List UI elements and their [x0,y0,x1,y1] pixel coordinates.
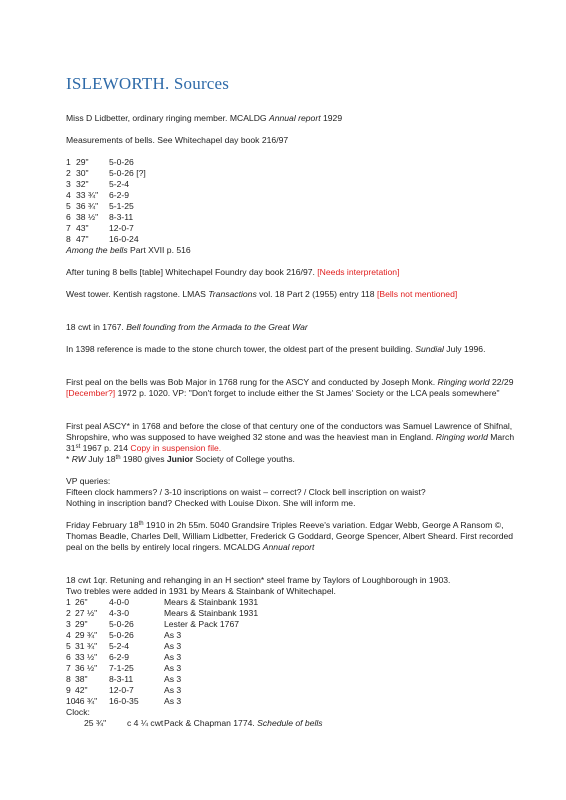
bell-diameter: 31 ¾" [75,641,98,651]
bell-diameter: 36 ½" [75,663,98,673]
bell-row [66,212,526,223]
bell-number: 4 [66,190,71,200]
bell-founder: As 3 [164,652,182,662]
note-first-peal: First peal on the bells was Bob Major in 1768 rung for the ASCY and conducted by Joseph Monk. Ringing world 22/29 [December?] 1972 p. 1020. VP: "Don't forget to include either the St James' Society or the LCA peals somewhere" [66,377,514,398]
bell-weight: 5-0-26 [109,630,134,640]
clock-weight: c 4 ¼ cwt [127,718,164,728]
bell-weight: 5-1-25 [109,201,134,211]
bell-founder: As 3 [164,663,182,673]
bell-row [66,630,526,641]
bell-founder: Lester & Pack 1767 [164,619,240,629]
clock-size: 25 ¾" [84,718,107,728]
bell-number: 7 [66,223,71,233]
bell-number: 1 [66,597,71,607]
bell-row [66,663,526,674]
bell-weight: 4-0-0 [109,597,130,607]
note-lidbetter: Miss D Lidbetter, ordinary ringing member. MCALDG Annual report 1929 [66,113,343,123]
clock-row [66,718,526,729]
bell-weight: 8-3-11 [109,674,134,684]
bell-number: 2 [66,168,71,178]
bell-weight: 16-0-24 [109,234,139,244]
bell-weight: 4-3-0 [109,608,130,618]
bell-weight: 5-2-4 [109,641,130,651]
note-rw-junior: * RW July 18th 1980 gives Junior Society of College youths. [66,454,295,464]
clock-maker: Pack & Chapman 1774. Schedule of bells [164,718,323,728]
note-ascy: First peal ASCY* in 1768 and before the close of that century one of the conductors was Samuel Lawrence of Shifnal, Shropshire, who was supposed to have weighed 32 stone and was the heaviest man in England. Ringing world March 31st 1967 p. 214 Copy in suspension file. [66,421,515,453]
bell-number: 8 [66,674,71,684]
bell-diameter: 29" [76,157,89,167]
page-title: ISLEWORTH. Sources [66,74,230,93]
bell-weight: 5-0-26 [109,157,134,167]
bell-row [66,652,526,663]
bell-founder: Mears & Stainbank 1931 [164,608,259,618]
bell-founder: Mears & Stainbank 1931 [164,597,259,607]
bell-diameter: 38" [75,674,88,684]
bell-diameter: 33 ½" [75,652,98,662]
bell-number: 6 [66,652,71,662]
bell-table-1 [66,157,526,245]
bell-row [66,597,526,608]
bell-number: 7 [66,663,71,673]
bell-table-2 [66,597,526,707]
bell-row [66,696,526,707]
bell-diameter: 47" [76,234,89,244]
bell-number: 9 [66,685,71,695]
bell-diameter: 32" [76,179,89,189]
bell-weight: 5-0-26 [109,619,134,629]
bell-diameter: 26" [75,597,88,607]
bell-table-1-source: Among the bells Part XVII p. 516 [66,245,191,255]
bell-number: 1 [66,157,71,167]
bell-row [66,201,526,212]
bell-founder: As 3 [164,641,182,651]
bell-diameter: 33 ¾" [76,190,99,200]
note-1910-peal: Friday February 18th 1910 in 2h 55m. 5040 Grandsire Triples Reeve's variation. Edgar Webb, George A Ransom ©, Thomas Beadle, Charles Dell, William Lidbetter, Frederick G Goddard, George Spencer, Albert Sheard. First recorded peal on the bells by entirely local ringers. MCALDG Annual report [66,520,514,552]
note-18cwt: 18 cwt in 1767. Bell founding from the Armada to the Great War [66,322,308,332]
bell-number: 6 [66,212,71,222]
bell-row [66,685,526,696]
bell-row [66,674,526,685]
bell-row [66,157,526,168]
note-west-tower: West tower. Kentish ragstone. LMAS Transactions vol. 18 Part 2 (1955) entry 118 [Bells not mentioned] [66,289,458,299]
bell-founder: As 3 [164,696,182,706]
bell-row [66,234,526,245]
clock-label: Clock: [66,707,90,717]
bell-diameter: 36 ¾" [76,201,99,211]
vp-queries [66,476,526,509]
bell-weight: 8-3-11 [109,212,134,222]
bell-number: 5 [66,201,71,211]
bell-diameter: 42" [75,685,88,695]
bell-weight: 12-0-7 [109,685,134,695]
bell-diameter: 38 ½" [76,212,99,222]
bell-row [66,619,526,630]
bell-diameter: 27 ½" [75,608,98,618]
note-measurements: Measurements of bells. See Whitechapel day book 216/97 [66,135,289,145]
bell-weight: 6-2-9 [109,190,130,200]
bell-diameter: 46 ¾" [75,696,98,706]
bell-founder: As 3 [164,674,182,684]
bell-row [66,641,526,652]
bell-number: 4 [66,630,71,640]
vp-query-line: Fifteen clock hammers? / 3-10 inscriptions on waist – correct? / Clock bell inscription on waist? [66,487,426,497]
bell-row [66,168,526,179]
note-1398: In 1398 reference is made to the stone church tower, the oldest part of the present building. Sundial July 1996. [66,344,486,354]
bell-row [66,223,526,234]
bell-row [66,190,526,201]
bell-diameter: 29 ¾" [75,630,98,640]
bell-row [66,608,526,619]
bell-weight: 7-1-25 [109,663,134,673]
bell-weight: 16-0-35 [109,696,139,706]
note-tuning: After tuning 8 bells [table] Whitechapel Foundry day book 216/97. [Needs interpretation] [66,267,400,277]
bell-weight: 5-2-4 [109,179,130,189]
bell-row [66,179,526,190]
bell-diameter: 29" [75,619,88,629]
bell-diameter: 43" [76,223,89,233]
bell-number: 8 [66,234,71,244]
bell-diameter: 30" [76,168,89,178]
bell-number: 5 [66,641,71,651]
vp-query-line: Nothing in inscription band? Checked with Louise Dixon. She will inform me. [66,498,356,508]
bell-number: 3 [66,619,71,629]
bell-founder: As 3 [164,630,182,640]
bell-founder: As 3 [164,685,182,695]
bell-number: 10 [66,696,76,706]
bell-weight: 5-0-26 [?] [109,168,146,178]
bell-number: 3 [66,179,71,189]
clock-bell [66,707,526,729]
vp-queries-heading: VP queries: [66,476,111,486]
bell-weight: 6-2-9 [109,652,130,662]
bell-number: 2 [66,608,71,618]
note-rehanging: 18 cwt 1qr. Retuning and rehanging in an H section* steel frame by Taylors of Loughborough in 1903. Two trebles were added in 1931 by Mears & Stainbank of Whitechapel. [66,575,451,596]
bell-weight: 12-0-7 [109,223,134,233]
